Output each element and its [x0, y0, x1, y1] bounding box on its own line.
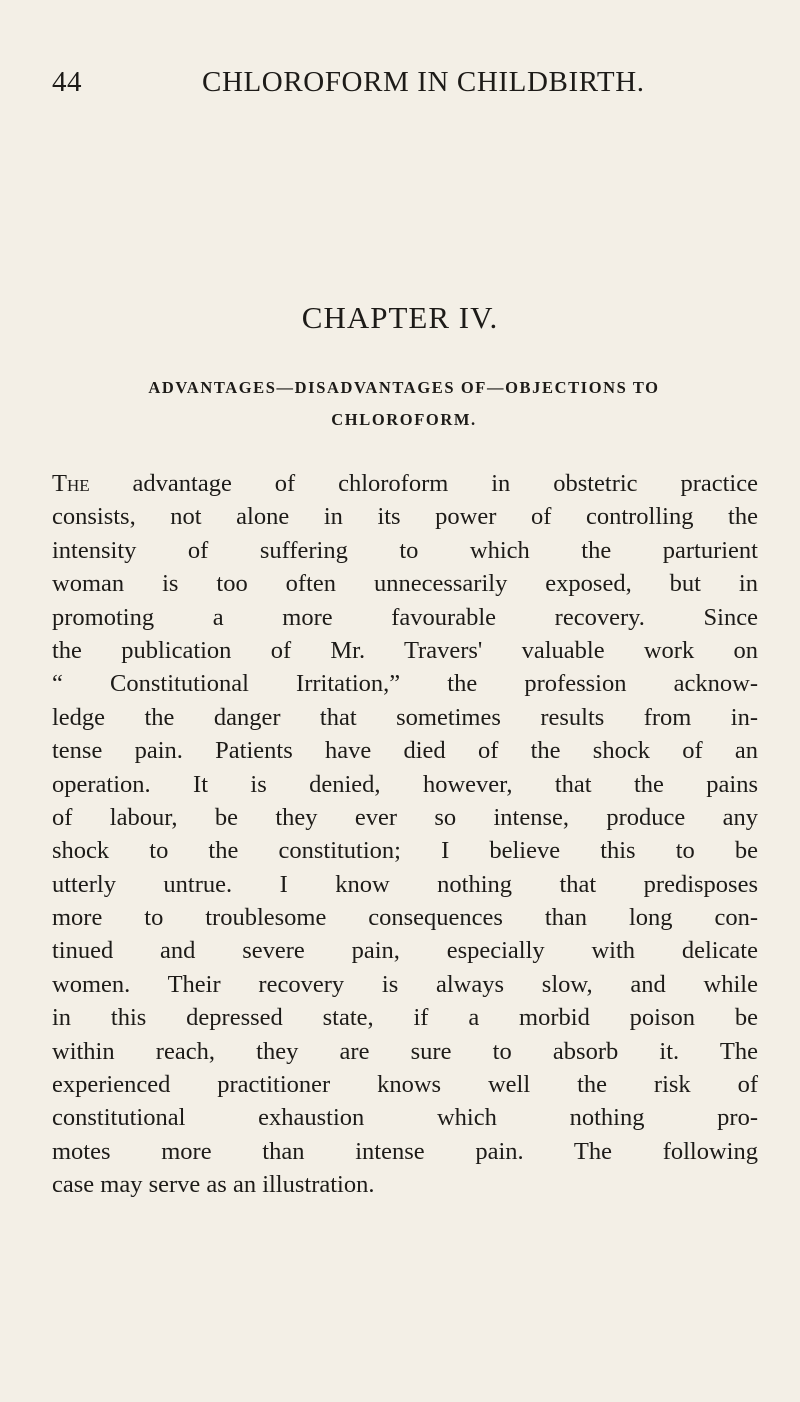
text-line: in this depressed state, if a morbid poison be	[52, 1004, 758, 1032]
text-line: women. Their recovery is always slow, and while	[52, 970, 758, 998]
chapter-title: CHAPTER IV.	[301, 300, 499, 335]
text-line: shock to the constitution; I believe this to be	[52, 837, 758, 865]
page-number: 44	[52, 66, 82, 98]
text-line: the publication of Mr. Travers' valuable work on	[52, 636, 758, 664]
text-line: “ Constitutional Irritation,” the profession acknow-	[52, 670, 758, 698]
text-line: of labour, be they ever so intense, produce any	[52, 803, 758, 831]
text-line: motes more than intense pain. The following	[52, 1137, 758, 1165]
text-line: tinued and severe pain, especially with delicate	[52, 937, 758, 965]
text-line: intensity of suffering to which the parturient	[52, 536, 758, 564]
running-title: CHLOROFORM IN CHILDBIRTH.	[202, 66, 645, 98]
text-line: ledge the danger that sometimes results from in-	[52, 703, 758, 731]
text-line: more to troublesome consequences than long con-	[52, 904, 758, 932]
text-line: consists, not alone in its power of controlling the	[52, 503, 758, 531]
opening-word: The	[52, 470, 90, 497]
text-line: woman is too often unnecessarily exposed, but in	[52, 570, 758, 598]
text-line: constitutional exhaustion which nothing pro-	[52, 1104, 758, 1132]
body-paragraph	[52, 467, 758, 1202]
text-line: case may serve as an illustration.	[52, 1171, 375, 1199]
text-line: utterly untrue. I know nothing that predisposes	[52, 870, 758, 898]
text-line: tense pain. Patients have died of the shock of an	[52, 737, 758, 765]
chapter-subtitle-line: ADVANTAGES—DISADVANTAGES OF—OBJECTIONS TO	[148, 378, 660, 397]
text-line: promoting a more favourable recovery. Since	[52, 603, 758, 631]
chapter-subtitle	[52, 372, 756, 436]
text-line-rest: advantage of chloroform in obstetric practice	[89, 470, 758, 497]
text-line: experienced practitioner knows well the risk of	[52, 1071, 758, 1099]
text-line: operation. It is denied, however, that the pains	[52, 770, 758, 798]
text-line	[52, 467, 758, 500]
text-line: within reach, they are sure to absorb it. The	[52, 1037, 758, 1065]
running-head	[52, 66, 752, 106]
chapter-subtitle-line: CHLOROFORM.	[331, 410, 477, 429]
